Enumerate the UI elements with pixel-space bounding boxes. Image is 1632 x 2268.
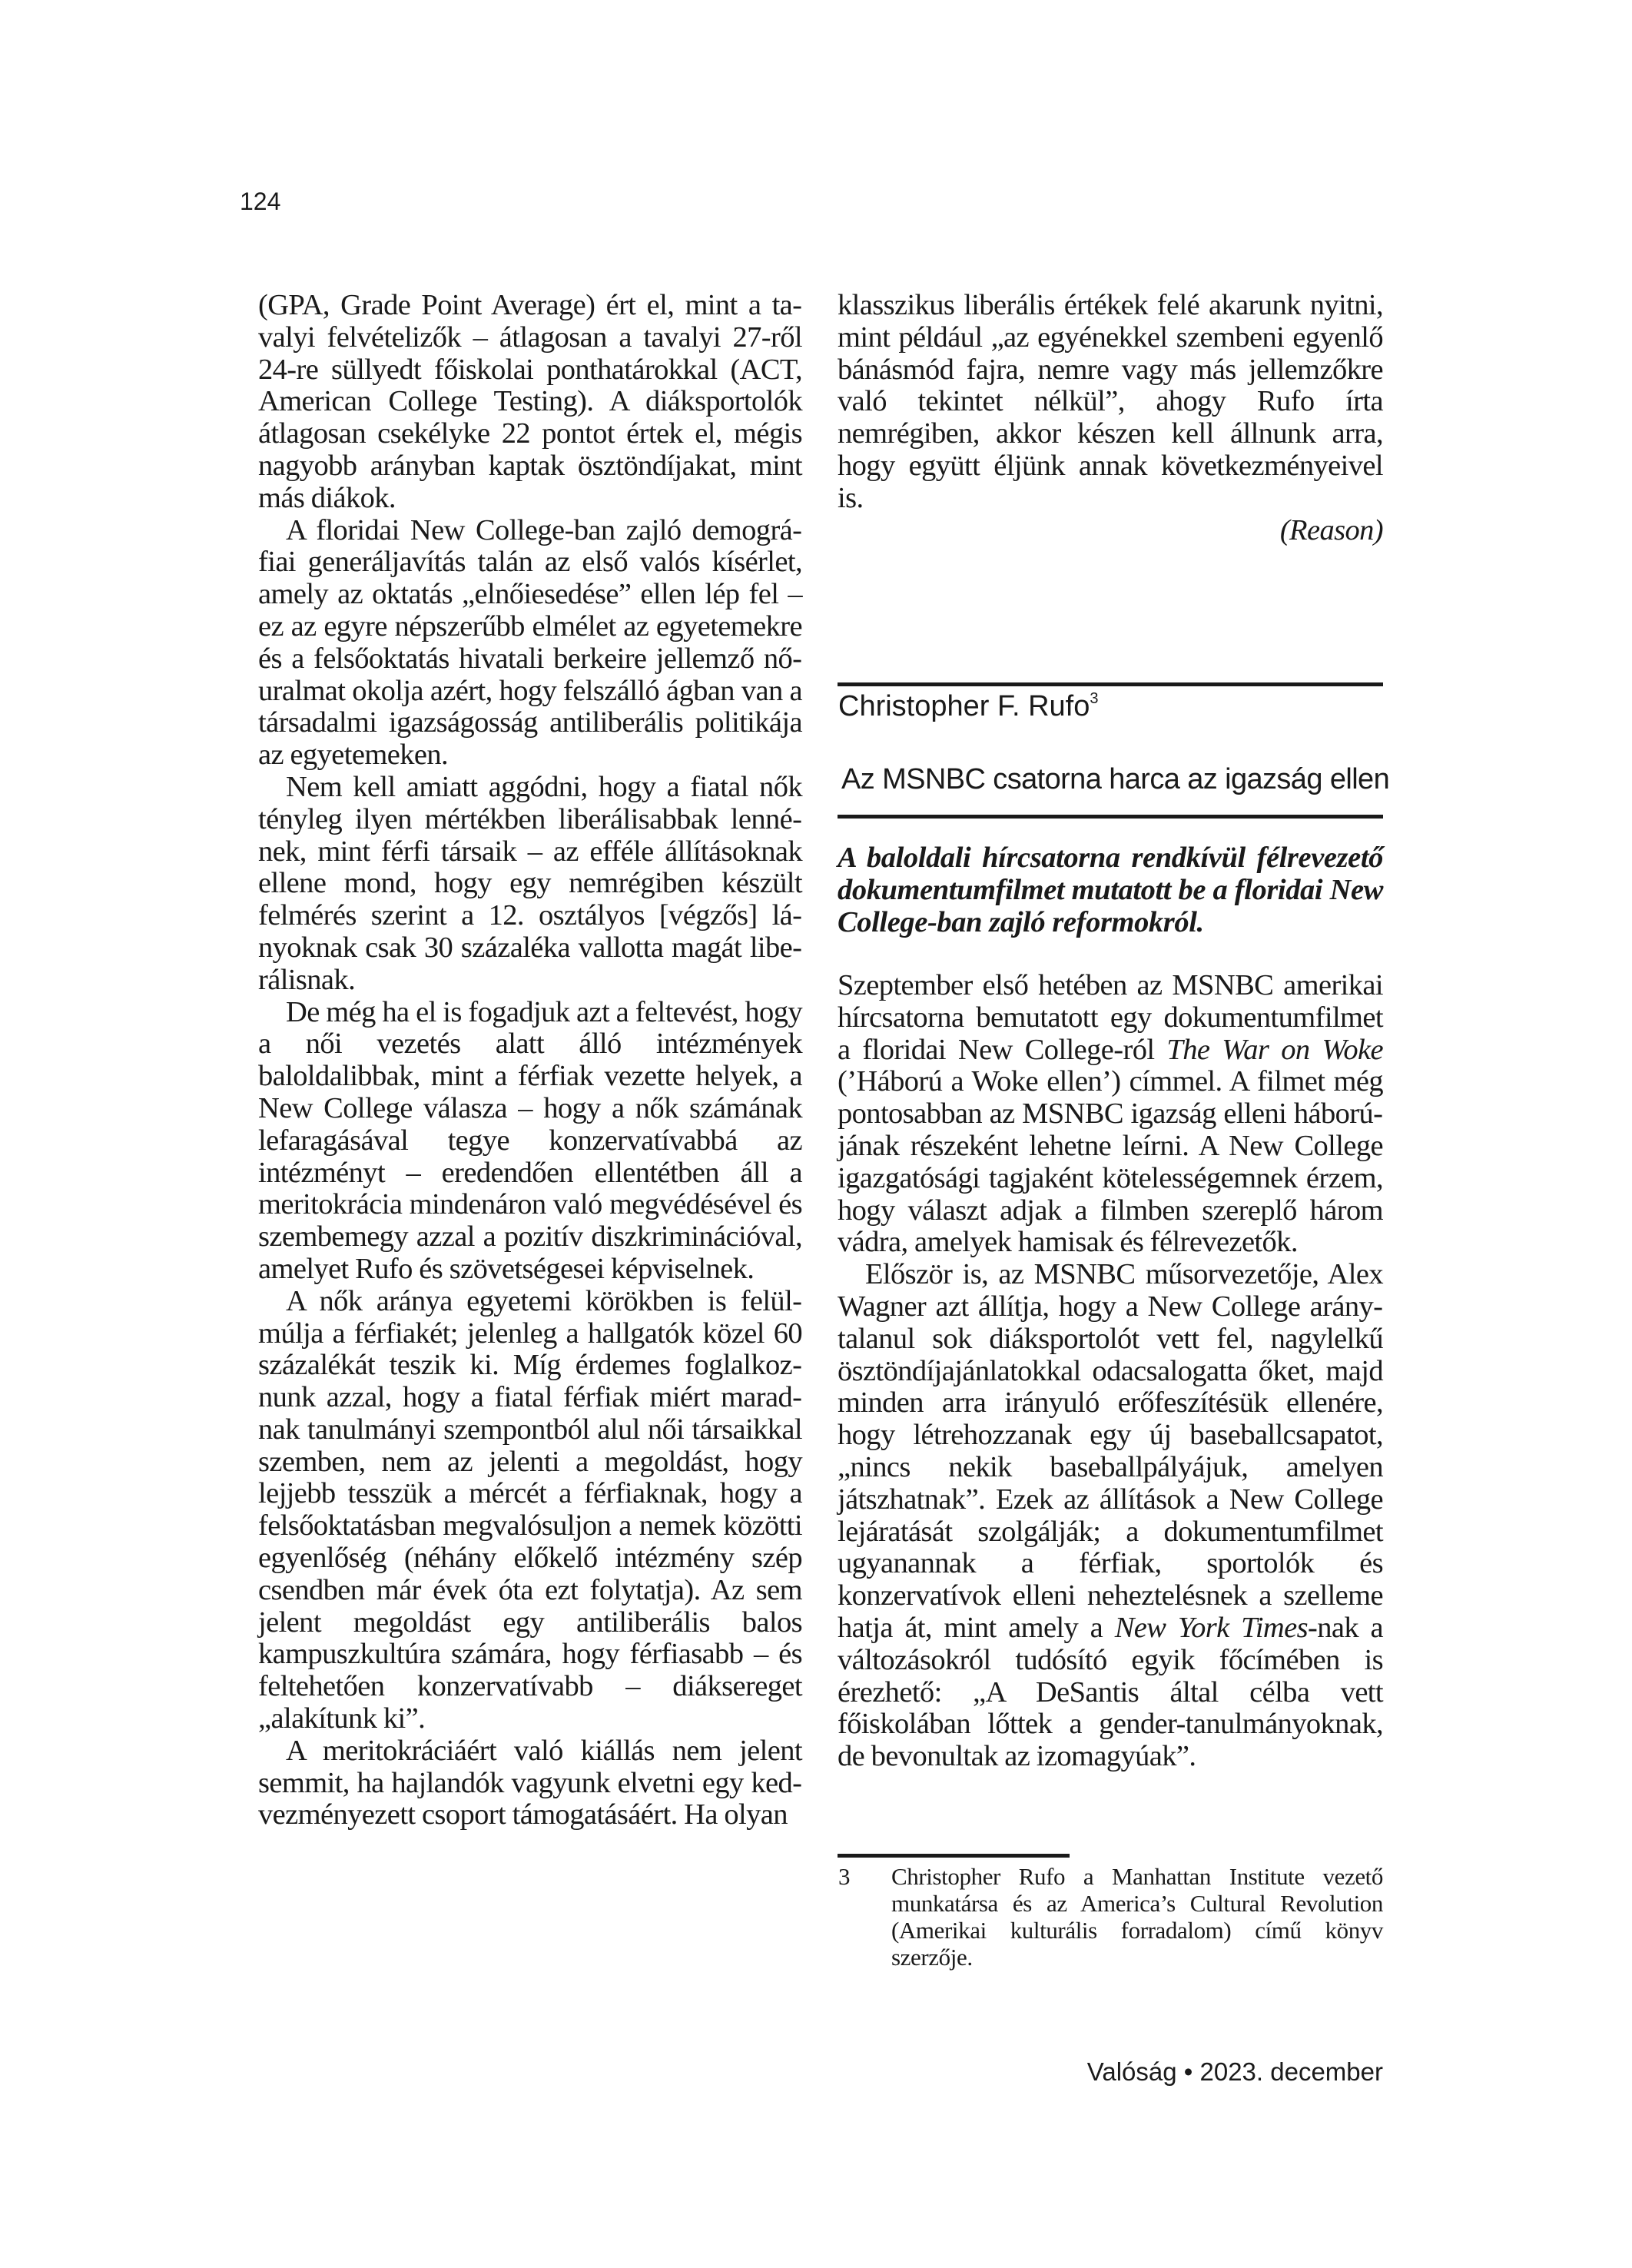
paragraph <box>838 1259 1383 1773</box>
text-run: (’Háború a Woke ellen’) címmel. A filmet még pontosabban az MSNBC igazság elleni háborújának részeként lehetne leírni. A New College igazgatósági tagjaként kötelességemnek érzem, hogy választ adjak a filmben szereplő három vádra, amelyek hamisak és félrevezetők. <box>838 1065 1383 1259</box>
paragraph: A floridai New College-ban zajló demográfiai generáljavítás talán az első valós kísérlet, amely az oktatás „elnőiesedése” ellen lép fel – ez az egyre népszerűbb elmélet az egyetemekre és a felsőoktatás hivatali berkeire jellemző nőuralmat okolja azért, hogy felszálló ágban van a társadalmi igazságosság antiliberális politikája az egyetemeken. <box>258 513 802 772</box>
paragraph: A meritokráciáért való kiállás nem jelent semmit, ha hajlandók vagyunk elvetni egy kedvezményezett csoport támogatásáért. Ha olyan <box>258 1734 802 1831</box>
article-body <box>838 970 1383 1773</box>
footnote <box>838 1863 1383 1971</box>
footnote-text: Christopher Rufo a Manhattan Institute vezető munkatársa és az America’s Cultural Revolution (Amerikai kulturális forradalom) című könyv szerzője. <box>891 1863 1383 1971</box>
paragraph: De még ha el is fogadjuk azt a feltevést, hogy a női vezetés alatt álló intézmények baloldalibbak, mint a férfiak vezette helyek, a New College válasza – hogy a nők számának lefaragásával tegye konzervatívabbá az intézményt – eredendően ellentétben áll a meritokrácia mindenáron való megvédésével és szembemegy azzal a pozitív diszkriminációval, amelyet Rufo és szövetségesei képviselnek. <box>258 995 802 1285</box>
left-column-text <box>258 290 802 1831</box>
article-lead: A baloldali hírcsatorna rendkívül félrevezető dokumentumfilmet mutatott be a floridai New College-ban zajló reformokról. <box>838 842 1383 938</box>
page-footer: Valóság • 2023. december <box>1086 2057 1383 2086</box>
previous-article-ending <box>838 290 1383 546</box>
text-run: Szeptember első hetében az MSNBC amerikai hírcsatorna bemutatott egy dokumentumfilmet a floridai New College-ról <box>838 969 1383 1066</box>
text-run: Először is, az MSNBC műsorvezetője, Alex Wagner azt állítja, hogy a New College aránytalanul sok diáksportolót vett fel, nagylelkű ösztöndíjajánlatokkal odacsalogatta őket, majd minden arra irányuló erőfeszítésük ellenére, hogy létrehozzanak egy új baseballcsapatot, „nincs nekik baseballpályájuk, amelyen játszhatnak”. Ezek az állítások a New College lejáratását szolgálják; a dokumentumfilmet ugyanannak a férfiak, sportolók és konzervatívok elleni neheztelésnek a szelleme hatja át, mint amely a <box>838 1258 1383 1644</box>
paragraph: A nők aránya egyetemi körökben is felülmúlja a férfiakét; jelenleg a hallgatók közel 60 százalékát teszik ki. Míg érdemes foglalkoznunk azzal, hogy a fiatal férfiak miért maradnak tanulmányi szempontból alul női társaikkal szemben, nem az jelenti a megoldást, hogy lejjebb tesszük a mércét a férfiaknak, hogy a felsőoktatásban megvalósuljon a nemek közötti egyenlőség (néhány előkelő intézmény szép csendben már évek óta ezt folytatja). Az sem jelent megoldást egy antiliberális balos kampuszkultúra számára, hogy férfiasabb – és feltehetően konzervatívabb – diáksereget „alakítunk ki”. <box>258 1284 802 1735</box>
footnote-ref[interactable]: 3 <box>1090 690 1099 707</box>
newspaper-title: New York Times <box>1114 1611 1308 1644</box>
paragraph: (GPA, Grade Point Average) ért el, mint a tavalyi felvételizők – átlagosan a tavalyi 27-ről 24-re süllyedt főiskolai ponthatárokkal (ACT, American College Testing). A diáksportolók átlagosan csekélyke 22 pontot értek el, mégis nagyobb arányban kaptak ösztöndíjakat, mint más diákok. <box>258 289 802 514</box>
article-title: Az MSNBC csatorna harca az igazság ellen <box>841 763 1390 795</box>
paragraph: klasszikus liberális értékek felé akarunk nyitni, mint például „az egyénekkel szembeni egyenlő bánásmód fajra, nemre vagy más jellemzőkre való tekintet nélkül”, ahogy Rufo írta nemrégiben, akkor készen kell állnunk arra, hogy együtt éljünk annak következményeivel is. <box>838 289 1383 514</box>
author-name: Christopher F. Rufo <box>838 690 1090 722</box>
text-run: -nak a változásokról tudósító egyik főcímében is érezhető: „A DeSantis által célba vett főiskolában lőttek a gender-tanulmányoknak, de bevonultak az izomagyúak”. <box>838 1611 1383 1773</box>
footnote-number: 3 <box>838 1863 851 1890</box>
heading-top-rule <box>838 682 1383 686</box>
page-number: 124 <box>240 188 281 215</box>
article-author <box>838 690 1099 723</box>
source-attribution: (Reason) <box>1279 513 1383 546</box>
film-title: The War on Woke <box>1166 1033 1384 1066</box>
heading-bottom-rule <box>838 815 1383 819</box>
footnote-rule <box>838 1854 1070 1858</box>
paragraph: Nem kell amiatt aggódni, hogy a fiatal nők tényleg ilyen mértékben liberálisabbak lennének, mint férfi társaik – az efféle állításoknak ellene mond, hogy egy nemrégiben készült felmérés szerint a 12. osztályos [végzős] lányoknak csak 30 százaléka vallotta magát liberálisnak. <box>258 770 802 996</box>
paragraph <box>838 970 1383 1259</box>
